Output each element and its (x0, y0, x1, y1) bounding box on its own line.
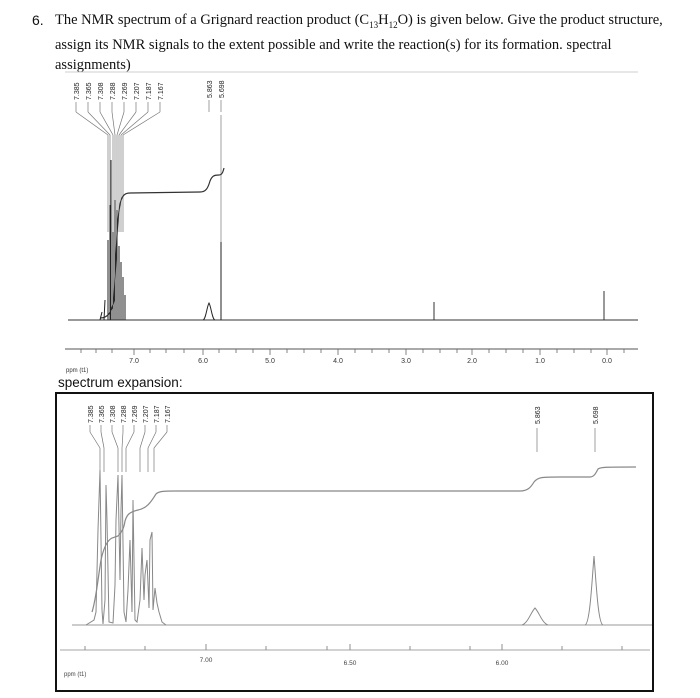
exp-peak-label-4: 7.288 (121, 405, 128, 423)
full-peak-label-9: 5.863 (207, 80, 214, 98)
full-tick-3: 3.0 (401, 358, 411, 365)
full-tick-1: 1.0 (535, 358, 545, 365)
expansion-frame (56, 393, 653, 691)
exp-peak-label-1: 7.385 (88, 405, 95, 423)
question-number: 6. (32, 12, 44, 28)
full-peak-label-8: 7.167 (158, 82, 165, 100)
full-tick-5: 5.0 (265, 358, 275, 365)
question-line-1-end: O) is given below. Give the product structure, (397, 12, 663, 28)
expansion-peak-5698 (585, 556, 603, 625)
full-peak-label-6: 7.207 (134, 82, 141, 100)
exp-peak-label-5: 7.269 (132, 405, 139, 423)
full-peak-label-1: 7.385 (74, 82, 81, 100)
exp-peak-label-10: 5.698 (593, 406, 600, 424)
expansion-axis-labels (200, 657, 509, 667)
expansion-peak-labels (88, 405, 600, 424)
expansion-axis-ticks (85, 644, 622, 650)
exp-peak-label-8: 7.167 (165, 405, 172, 423)
exp-tick-600: 6.00 (495, 660, 509, 667)
full-axis-labels (129, 358, 612, 365)
full-peak-5863 (203, 303, 215, 320)
full-peak-label-7: 7.187 (146, 82, 153, 100)
full-tick-2: 2.0 (467, 358, 477, 365)
full-peak-label-3: 7.308 (98, 82, 105, 100)
expansion-aromatic-multiplet (86, 470, 166, 625)
exp-peak-label-2: 7.365 (99, 405, 106, 423)
full-peak-leaders (76, 100, 221, 318)
full-spectrum (65, 72, 638, 374)
hydrogen-symbol: H (378, 12, 389, 28)
expansion-integral-curve (92, 467, 636, 612)
exp-peak-label-9: 5.863 (535, 406, 542, 424)
question-line-2: assign its NMR signals to the extent possible and write the reaction(s) for its formation. spectral (55, 36, 612, 53)
exp-peak-label-7: 7.187 (154, 405, 161, 423)
full-peak-label-10: 5.698 (219, 80, 226, 98)
exp-peak-label-6: 7.207 (143, 405, 150, 423)
full-peak-labels (74, 80, 226, 100)
full-peak-label-5: 7.269 (122, 82, 129, 100)
full-peak-label-2: 7.365 (86, 82, 93, 100)
expansion-peak-leaders (90, 425, 595, 472)
exp-tick-700: 7.00 (199, 657, 213, 664)
full-tick-0: 0.0 (602, 358, 612, 365)
exp-tick-650: 6.50 (343, 660, 357, 667)
full-axis-ticks (81, 349, 624, 355)
full-tick-7: 7.0 (129, 358, 139, 365)
question-line-1-start: The NMR spectrum of a Grignard reaction product (C (55, 12, 370, 28)
subscript-12: 12 (388, 19, 398, 30)
expansion-label: spectrum expansion: (58, 375, 183, 390)
expansion-spectrum (56, 393, 653, 691)
full-tick-4: 4.0 (333, 358, 343, 365)
full-peak-label-4: 7.288 (110, 82, 117, 100)
question-line-3: assignments) (55, 56, 131, 73)
exp-peak-label-3: 7.308 (110, 405, 117, 423)
full-axis-unit: ppm (t1) (66, 368, 89, 374)
expansion-peak-5863 (522, 608, 548, 625)
subscript-13: 13 (369, 19, 379, 30)
expansion-axis-unit: ppm (t1) (64, 672, 87, 678)
full-tick-6: 6.0 (198, 358, 208, 365)
